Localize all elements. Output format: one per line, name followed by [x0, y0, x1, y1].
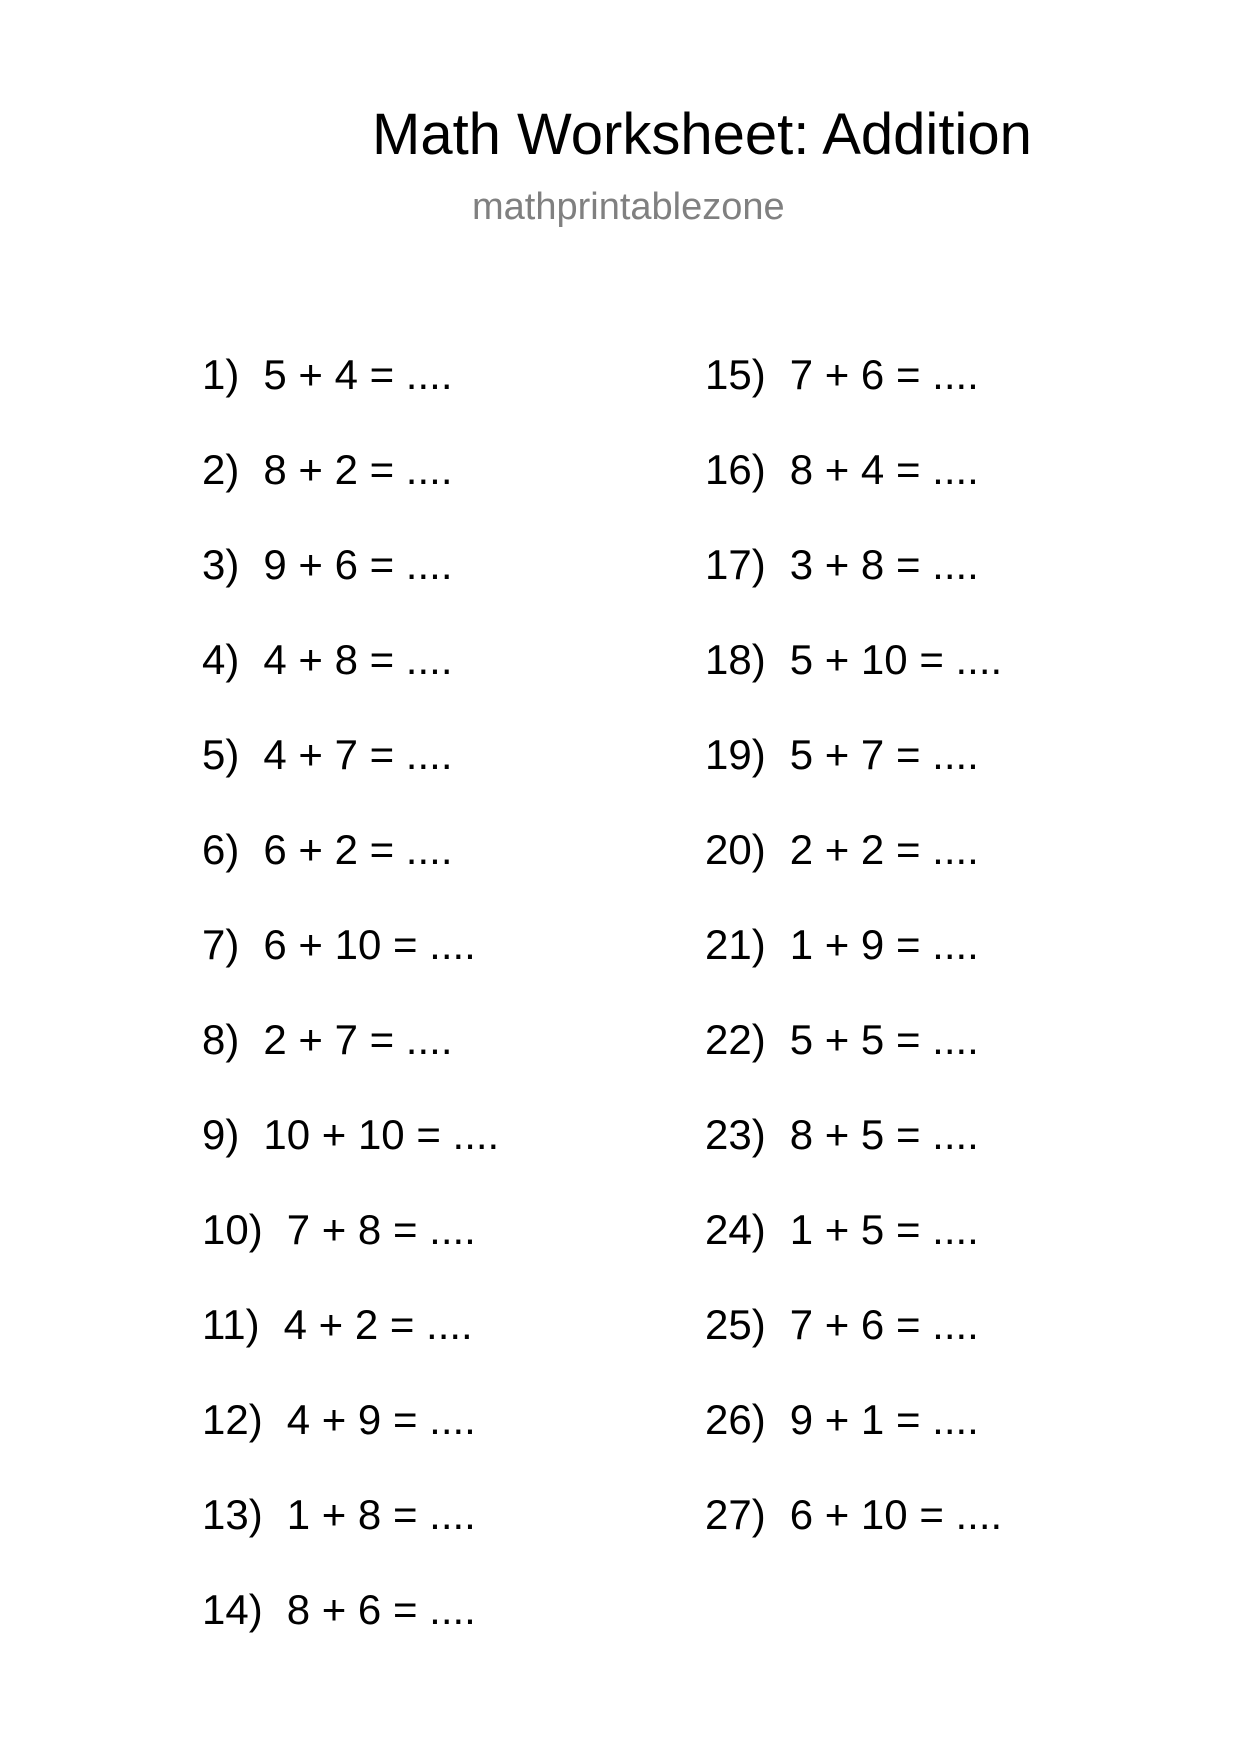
problem-item [705, 730, 1002, 825]
problem-item [705, 1015, 1002, 1110]
problem-number: 25) [705, 1301, 766, 1348]
problem-number: 21) [705, 921, 766, 968]
problem-number: 11) [202, 1301, 260, 1348]
problem-expression: 8 + 5 = .... [789, 1111, 979, 1158]
problem-number: 18) [705, 636, 766, 683]
problem-number: 6) [202, 826, 240, 873]
problem-number: 2) [202, 446, 240, 493]
problem-expression: 5 + 10 = .... [789, 636, 1003, 683]
problem-number: 5) [202, 731, 240, 778]
problem-number: 23) [705, 1111, 766, 1158]
problem-expression: 4 + 2 = .... [283, 1301, 473, 1348]
problem-expression: 5 + 7 = .... [789, 731, 979, 778]
problem-item [202, 1490, 499, 1585]
problem-expression: 8 + 6 = .... [286, 1586, 476, 1633]
problem-item [202, 635, 499, 730]
problem-expression: 9 + 6 = .... [263, 541, 453, 588]
problem-expression: 5 + 5 = .... [789, 1016, 979, 1063]
problem-item [202, 1300, 499, 1395]
problem-number: 17) [705, 541, 766, 588]
problem-number: 20) [705, 826, 766, 873]
problem-item [705, 350, 1002, 445]
problem-number: 3) [202, 541, 240, 588]
problem-expression: 2 + 2 = .... [789, 826, 979, 873]
problem-item [705, 1395, 1002, 1490]
problem-item [705, 825, 1002, 920]
problem-expression: 1 + 5 = .... [789, 1206, 979, 1253]
problem-item [705, 1110, 1002, 1205]
problem-item [202, 730, 499, 825]
problem-item [202, 540, 499, 635]
problem-item [705, 920, 1002, 1015]
problem-number: 15) [705, 351, 766, 398]
problem-item [202, 445, 499, 540]
problem-number: 24) [705, 1206, 766, 1253]
problem-expression: 4 + 8 = .... [263, 636, 453, 683]
problem-number: 14) [202, 1586, 263, 1633]
problem-item [202, 1585, 499, 1680]
problem-item [202, 350, 499, 445]
problem-expression: 9 + 1 = .... [789, 1396, 979, 1443]
problem-expression: 3 + 8 = .... [789, 541, 979, 588]
problem-expression: 2 + 7 = .... [263, 1016, 453, 1063]
problem-expression: 6 + 10 = .... [789, 1491, 1003, 1538]
problem-expression: 4 + 9 = .... [286, 1396, 476, 1443]
problem-number: 27) [705, 1491, 766, 1538]
page-title: Math Worksheet: Addition [372, 102, 1032, 167]
problem-expression: 7 + 6 = .... [789, 351, 979, 398]
problem-item [705, 1490, 1002, 1585]
problem-item [705, 635, 1002, 730]
problem-expression: 1 + 9 = .... [789, 921, 979, 968]
problem-number: 10) [202, 1206, 263, 1253]
problem-item [705, 540, 1002, 635]
problem-number: 22) [705, 1016, 766, 1063]
problem-item [705, 1300, 1002, 1395]
problem-number: 26) [705, 1396, 766, 1443]
problem-item [705, 445, 1002, 540]
problem-item [705, 1205, 1002, 1300]
problem-number: 9) [202, 1111, 240, 1158]
problem-number: 8) [202, 1016, 240, 1063]
problem-expression: 8 + 4 = .... [789, 446, 979, 493]
problem-item [202, 1015, 499, 1110]
problem-number: 16) [705, 446, 766, 493]
problem-expression: 4 + 7 = .... [263, 731, 453, 778]
problem-item [202, 1205, 499, 1300]
problem-expression: 10 + 10 = .... [263, 1111, 500, 1158]
problem-number: 19) [705, 731, 766, 778]
problem-number: 1) [202, 351, 240, 398]
problem-item [202, 825, 499, 920]
problem-number: 4) [202, 636, 240, 683]
problem-expression: 7 + 8 = .... [286, 1206, 476, 1253]
problem-expression: 8 + 2 = .... [263, 446, 453, 493]
page-subtitle: mathprintablezone [472, 186, 785, 228]
problem-number: 13) [202, 1491, 263, 1538]
problems-column-left [202, 350, 499, 1680]
problem-item [202, 920, 499, 1015]
problem-number: 7) [202, 921, 240, 968]
problem-number: 12) [202, 1396, 263, 1443]
problem-item [202, 1395, 499, 1490]
problem-expression: 1 + 8 = .... [286, 1491, 476, 1538]
problem-expression: 7 + 6 = .... [789, 1301, 979, 1348]
problems-column-right [705, 350, 1002, 1585]
problem-expression: 6 + 2 = .... [263, 826, 453, 873]
problem-expression: 6 + 10 = .... [263, 921, 476, 968]
problem-item [202, 1110, 499, 1205]
problem-expression: 5 + 4 = .... [263, 351, 453, 398]
